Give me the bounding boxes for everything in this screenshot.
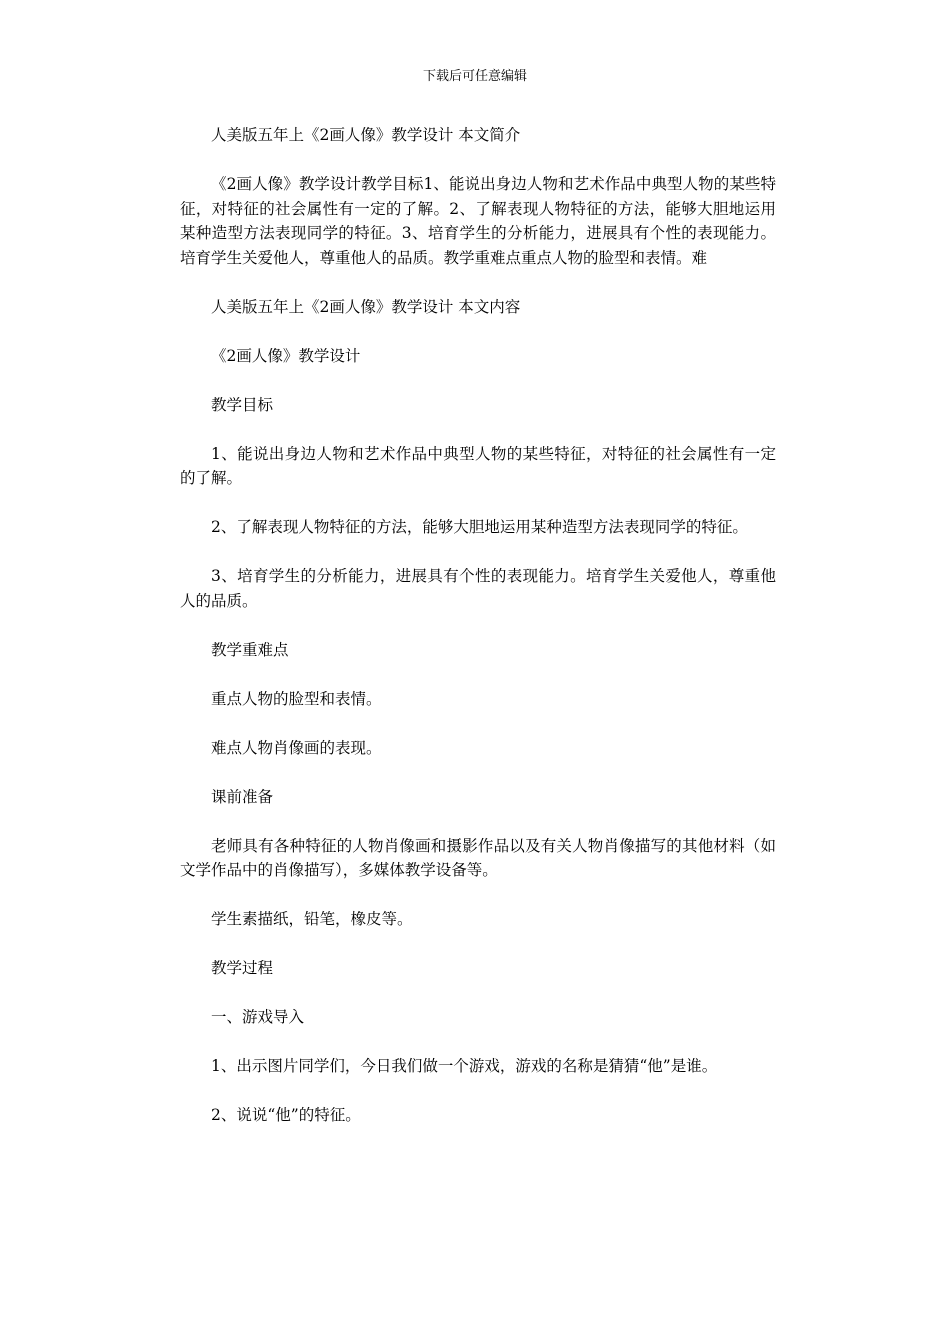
section-heading-key-points: 教学重难点	[211, 640, 289, 659]
paragraph-content-title: 人美版五年上《2画人像》教学设计 本文内容	[211, 297, 521, 316]
key-point-item: 重点人物的脸型和表情。	[211, 689, 382, 708]
paragraph-design-title: 《2画人像》教学设计	[211, 346, 361, 365]
process-step-heading: 一、游戏导入	[211, 1008, 305, 1026]
section-heading-goals: 教学目标	[211, 395, 274, 414]
preparation-student: 学生素描纸，铅笔，橡皮等。	[211, 910, 413, 928]
difficulty-item: 难点人物肖像画的表现。	[211, 738, 382, 757]
paragraph-summary: 《2画人像》教学设计教学目标1、能说出身边人物和艺术作品中典型人物的某些特征，对特征的社会属性有一定的了解。2、了解表现人物特征的方法，能够大胆地运用某种造型方法表现同学的特征。3、培育学生的分析能力，进展具有个性的表现能力。培育学生关爱他人，尊重他人的品质。教学重难点重点人物的脸型和表情。难	[180, 175, 776, 267]
preparation-teacher: 老师具有各种特征的人物肖像画和摄影作品以及有关人物肖像描写的其他材料（如文学作品中的肖像描写），多媒体教学设备等。	[180, 836, 776, 879]
section-heading-preparation: 课前准备	[211, 787, 274, 806]
process-item-1: 1、出示图片同学们，今日我们做一个游戏，游戏的名称是猜猜“他”是谁。	[211, 1057, 718, 1075]
section-heading-process: 教学过程	[211, 959, 274, 977]
paragraph-summary-title: 人美版五年上《2画人像》教学设计 本文简介	[211, 126, 521, 144]
page-header-note: 下载后可任意编辑	[422, 69, 527, 84]
goal-item-1: 1、能说出身边人物和艺术作品中典型人物的某些特征，对特征的社会属性有一定的了解。	[180, 444, 776, 487]
goal-item-3: 3、培育学生的分析能力，进展具有个性的表现能力。培育学生关爱他人，尊重他人的品质。	[180, 567, 776, 610]
process-item-2: 2、说说“他”的特征。	[211, 1106, 361, 1124]
goal-item-2: 2、了解表现人物特征的方法，能够大胆地运用某种造型方法表现同学的特征。	[211, 518, 748, 536]
document-body	[180, 123, 776, 1152]
